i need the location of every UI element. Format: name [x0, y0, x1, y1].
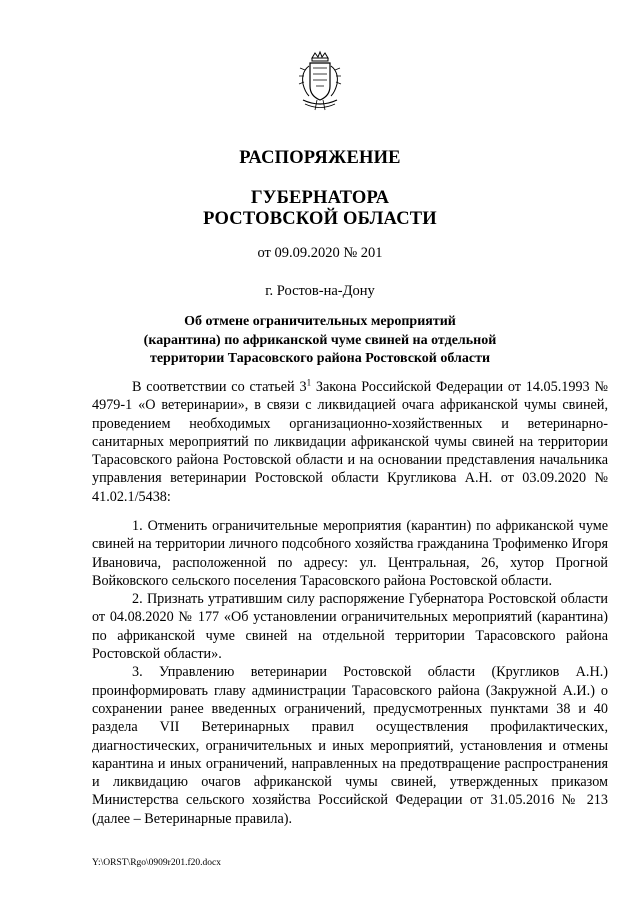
document-city: г. Ростов-на-Дону	[265, 283, 375, 299]
document-type-title: РАСПОРЯЖЕНИЕ	[239, 148, 401, 168]
subject-line: (карантина) по африканской чуме свиней на отдельной	[143, 332, 497, 348]
issuer-title-line2: РОСТОВСКОЙ ОБЛАСТИ	[203, 209, 437, 229]
document-date-number: от 09.09.2020 № 201	[257, 245, 383, 261]
order-items	[92, 517, 608, 828]
order-item: 2. Признать утратившим силу распоряжение Губернатора Ростовской области от 04.08.2020 № 177 «Об установлении ограничительных мероприятий (карантина) по африканской чуме свиней на отдельной территории Тарасовского района Ростовской области».	[92, 591, 608, 663]
preamble	[92, 378, 608, 506]
preamble-text-end: Закона Российской Федерации от 14.05.1993 № 4979-1 «О ветеринарии», в связи с ликвидацией очага африканской чумы свиней, проведением необходимых организационно-хозяйственных и ветеринарно-санитарных мероприятий по ликвидации африканской чумы свиней на территории Тарасовского района Ростовской области и на основании представления начальника управления ветеринарии Ростовской области Кругликова А.Н. от 03.09.2020 № 41.02.1/5438:	[92, 379, 608, 505]
preamble-paragraph	[92, 378, 608, 506]
order-item: 3. Управлению ветеринарии Ростовской области (Кругликов А.Н.) проинформировать главу администрации Тарасовского района (Закружной А.И.) о сохранении ранее введенных ограничений, предусмотренных пунктами 38 и 40 раздела VII Ветеринарных правил осуществления профилактических, диагностических, ограничительных и иных мероприятий, установления и отмены карантина и иных ограничений, направленных на предотвращение распространения и ликвидацию очагов африканской чумы свиней, утвержденных приказом Министерства сельского хозяйства Российской Федерации от 31.05.2016 № 213 (далее – Ветеринарные правила).	[92, 664, 608, 827]
coat-of-arms-icon	[297, 50, 343, 112]
issuer-title-line1: ГУБЕРНАТОРА	[250, 188, 390, 208]
article-superscript: 1	[306, 377, 312, 388]
subject-line: территории Тарасовского района Ростовской области	[149, 351, 491, 366]
document-subject	[120, 313, 520, 369]
order-item: 1. Отменить ограничительные мероприятия (карантин) по африканской чуме свиней на территории личного подсобного хозяйства гражданина Трофименко Игоря Ивановича, расположенной по адресу: ул. Центральная, 26, хутор Прогной Войковского сельского поселения Тарасовского района Ростовской области.	[92, 518, 608, 589]
subject-line: Об отмене ограничительных мероприятий	[184, 314, 456, 329]
file-path-footer: Y:\ORST\Rgo\0909r201.f20.docx	[92, 858, 221, 868]
preamble-text-start: В соответствии со статьей 3	[132, 379, 307, 395]
